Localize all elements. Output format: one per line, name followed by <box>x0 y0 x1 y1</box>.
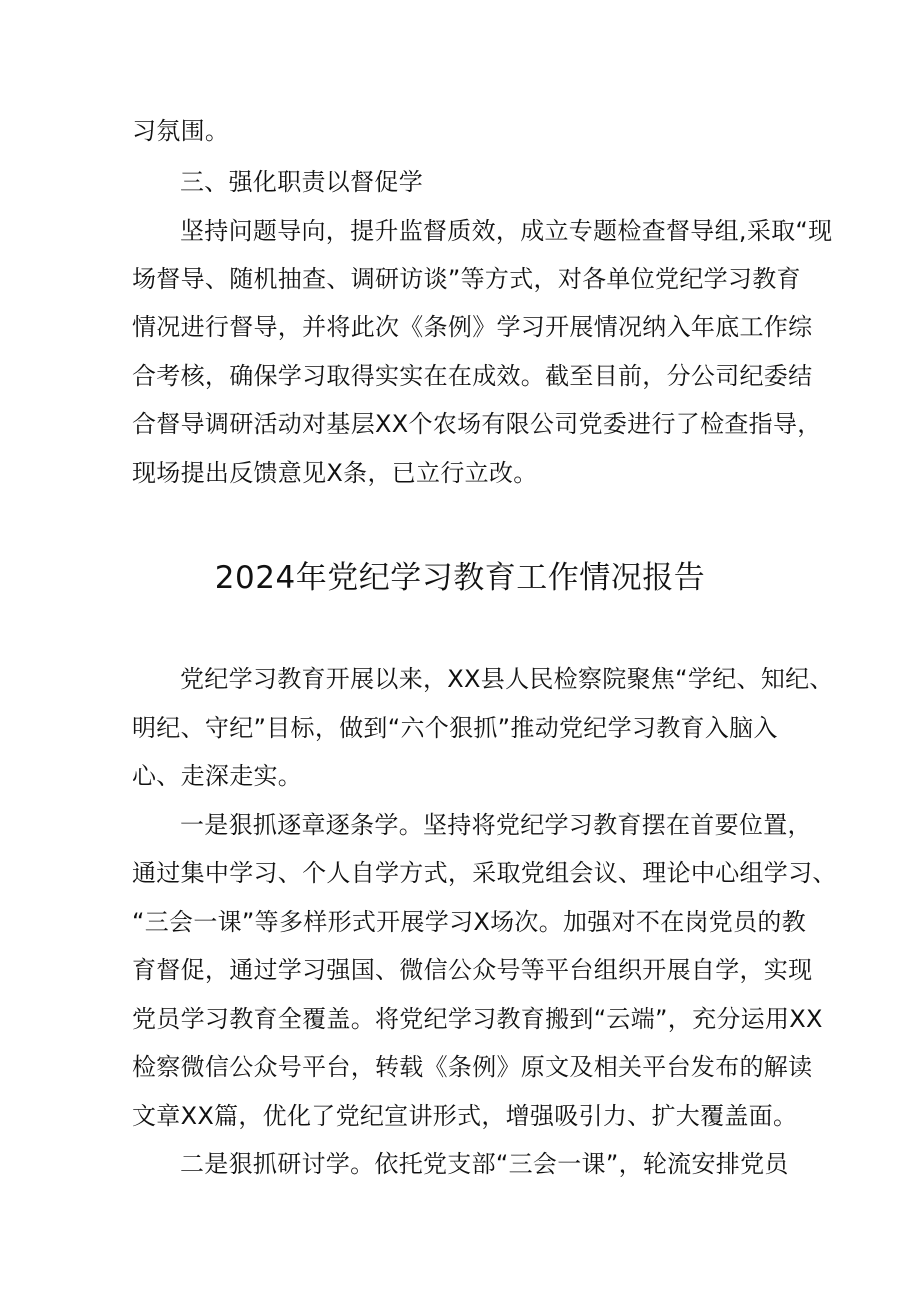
text-line: 心、走深走实。 <box>132 762 303 790</box>
text-line: 育督促，通过学习强国、微信公众号等平台组织开展自学，实现 <box>132 956 813 984</box>
text-line: 合考核，确保学习取得实实在在成效。截至目前，分公司纪委结 <box>132 362 813 390</box>
text-line: 党员学习教育全覆盖。将党纪学习教育搬到“云端”，充分运用XX <box>132 1005 823 1033</box>
text-line: 二是狠抓研讨学。依托党支部“三会一课”，轮流安排党员 <box>180 1150 789 1178</box>
text-line: “三会一课”等多样形式开展学习X场次。加强对不在岗党员的教 <box>132 908 807 936</box>
text-line: 一是狠抓逐章逐条学。坚持将党纪学习教育摆在首要位置， <box>180 811 812 839</box>
text-line: 文章XX篇，优化了党纪宣讲形式，增强吸引力、扩大覆盖面。 <box>132 1102 798 1130</box>
text-line: 合督导调研活动对基层XX个农场有限公司党委进行了检查指导， <box>132 410 822 438</box>
text-line: 情况进行督导，并将此次《条例》学习开展情况纳入年底工作综 <box>132 313 813 341</box>
report-title: 2024年党纪学习教育工作情况报告 <box>214 560 706 596</box>
text-line: 通过集中学习、个人自学方式，采取党组会议、理论中心组学习、 <box>132 859 837 887</box>
text-line: 坚持问题导向，提升监督质效，成立专题检查督导组,采取“现 <box>180 217 833 245</box>
text-line: 习氛围。 <box>132 117 230 145</box>
text-line: 场督导、随机抽查、调研访谈”等方式，对各单位党纪学习教育 <box>132 265 801 293</box>
text-line: 党纪学习教育开展以来，XX县人民检察院聚焦“学纪、知纪、 <box>180 665 834 693</box>
section-heading: 三、强化职责以督促学 <box>180 168 423 196</box>
text-line: 明纪、守纪”目标，做到“六个狠抓”推动党纪学习教育入脑入 <box>132 714 778 742</box>
text-line: 现场提出反馈意见X条，已立行立改。 <box>132 459 538 487</box>
text-line: 检察微信公众号平台，转载《条例》原文及相关平台发布的解读 <box>132 1053 813 1081</box>
